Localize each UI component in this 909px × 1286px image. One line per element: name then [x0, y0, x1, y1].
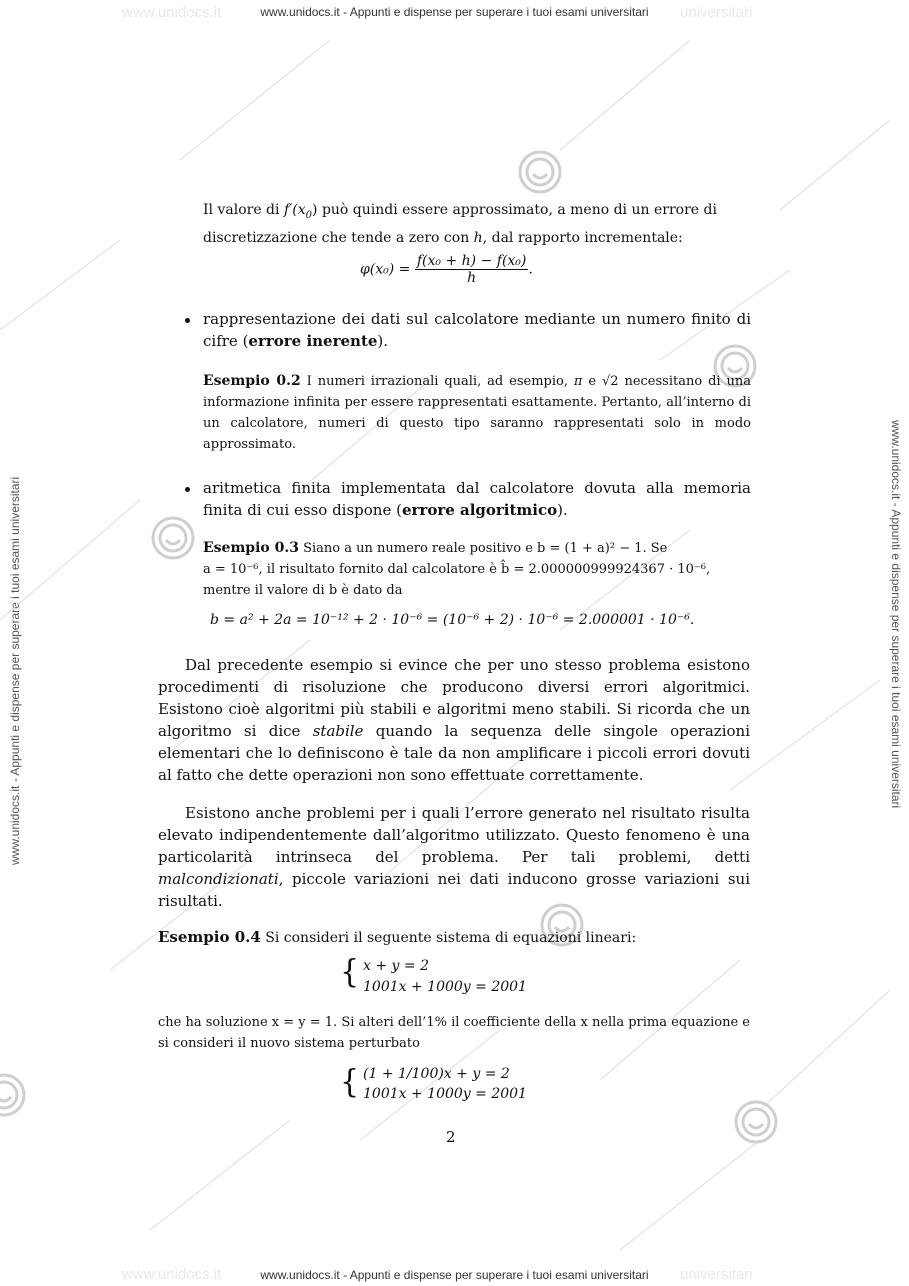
example-0-2: Esempio 0.2 I numeri irrazionali quali, ad esempio, π e √2 necessitano di una informazione infinita per essere rappresentati esattamente. Pertanto, all’interno di un calcolatore, numeri di questo tipo saranno rappresentati solo in modo approssimato. [203, 373, 751, 452]
example-0-4-continuation: che ha soluzione x = y = 1. Si alteri dell’1% il coefficiente della x nella prima equazione e si consideri il nuovo sistema perturbato [158, 1015, 750, 1051]
watermark-ghost-right-bottom: universitari [680, 1266, 753, 1283]
bullet-inherent-error: rappresentazione dei dati sul calcolatore mediante un numero finito di cifre (errore inerente). [203, 310, 751, 350]
watermark-bottom: www.unidocs.it - Appunti e dispense per superare i tuoi esami universitari [260, 1268, 649, 1282]
page-number: 2 [446, 1128, 456, 1146]
example-0-3: Esempio 0.3 Siano a un numero reale positivo e b = (1 + a)² − 1. Se a = 10⁻⁶, il risultato fornito dal calcolatore è b̂ = 2.000000999924367 · 10⁻⁶, mentre il valore di b è dato da [203, 540, 711, 598]
system1-eq1: x + y = 2 [363, 958, 429, 974]
system-brace: { [340, 1064, 360, 1101]
bullet-algorithmic-error: aritmetica finita implementata dal calcolatore dovuta alla memoria finita di cui esso dispone (errore algoritmico). [203, 479, 751, 519]
formula-incremental-ratio: φ(x₀) = $\frac{\text{f(x₀ + h) − f(x₀)}}{h}$ . [360, 253, 533, 286]
watermark-top: www.unidocs.it - Appunti e dispense per superare i tuoi esami universitari [260, 5, 649, 19]
watermark-ghost-left-bottom: www.unidocs.it [122, 1266, 222, 1283]
unidocs-logo-icon [520, 152, 560, 192]
intro-paragraph: Il valore di $f'(x_0)$ può quindi essere approssimato, a meno di un errore di discretizzazione che tende a zero con h, dal rapporto incrementale: [203, 202, 717, 246]
watermark-side-left: www.unidocs.it - Appunti e dispense per superare i tuoi esami universitari [8, 476, 22, 865]
unidocs-logo-icon [153, 518, 193, 558]
watermark-side-right: www.unidocs.it - Appunti e dispense per superare i tuoi esami universitari [889, 420, 903, 809]
bullet-marker [185, 487, 190, 492]
system2-eq2: 1001x + 1000y = 2001 [363, 1086, 527, 1102]
unidocs-logo-icon [0, 1075, 24, 1115]
watermark-ghost-left: www.unidocs.it [122, 4, 222, 21]
bullet-marker [185, 318, 190, 323]
formula-b-value: b = a² + 2a = 10⁻¹² + 2 · 10⁻⁶ = (10⁻⁶ + 2) · 10⁻⁶ = 2.000001 · 10⁻⁶. [210, 612, 695, 628]
system1-eq2: 1001x + 1000y = 2001 [363, 979, 527, 995]
paragraph-stability: Dal precedente esempio si evince che per uno stesso problema esistono procedimenti di risoluzione che producono diversi errori algoritmici. Esistono cioè algoritmi più stabili e algoritmi meno stabili. Si ricorda che un algoritmo si dice stabile quando la sequenza delle singole operazioni elementari che lo definiscono è tale da non amplificare i piccoli errori dovuti al fatto che dette operazioni non sono effettuate correttamente. [158, 656, 750, 784]
example-0-4: Esempio 0.4 Si consideri il seguente sistema di equazioni lineari: [158, 928, 637, 946]
paragraph-ill-conditioned: Esistono anche problemi per i quali l’errore generato nel risultato risulta elevato indipendentemente dall’algoritmo utilizzato. Questo fenomeno è una particolarità intrinseca del problema. Per tali problemi, detti malcondizionati, piccole variazioni nei dati inducono grosse variazioni sui risultati. [158, 804, 750, 910]
watermark-ghost-right: universitari [680, 4, 753, 21]
system2-eq1: (1 + 1/100)x + y = 2 [363, 1066, 510, 1082]
system-brace: { [340, 954, 360, 991]
unidocs-logo-icon [736, 1102, 776, 1142]
